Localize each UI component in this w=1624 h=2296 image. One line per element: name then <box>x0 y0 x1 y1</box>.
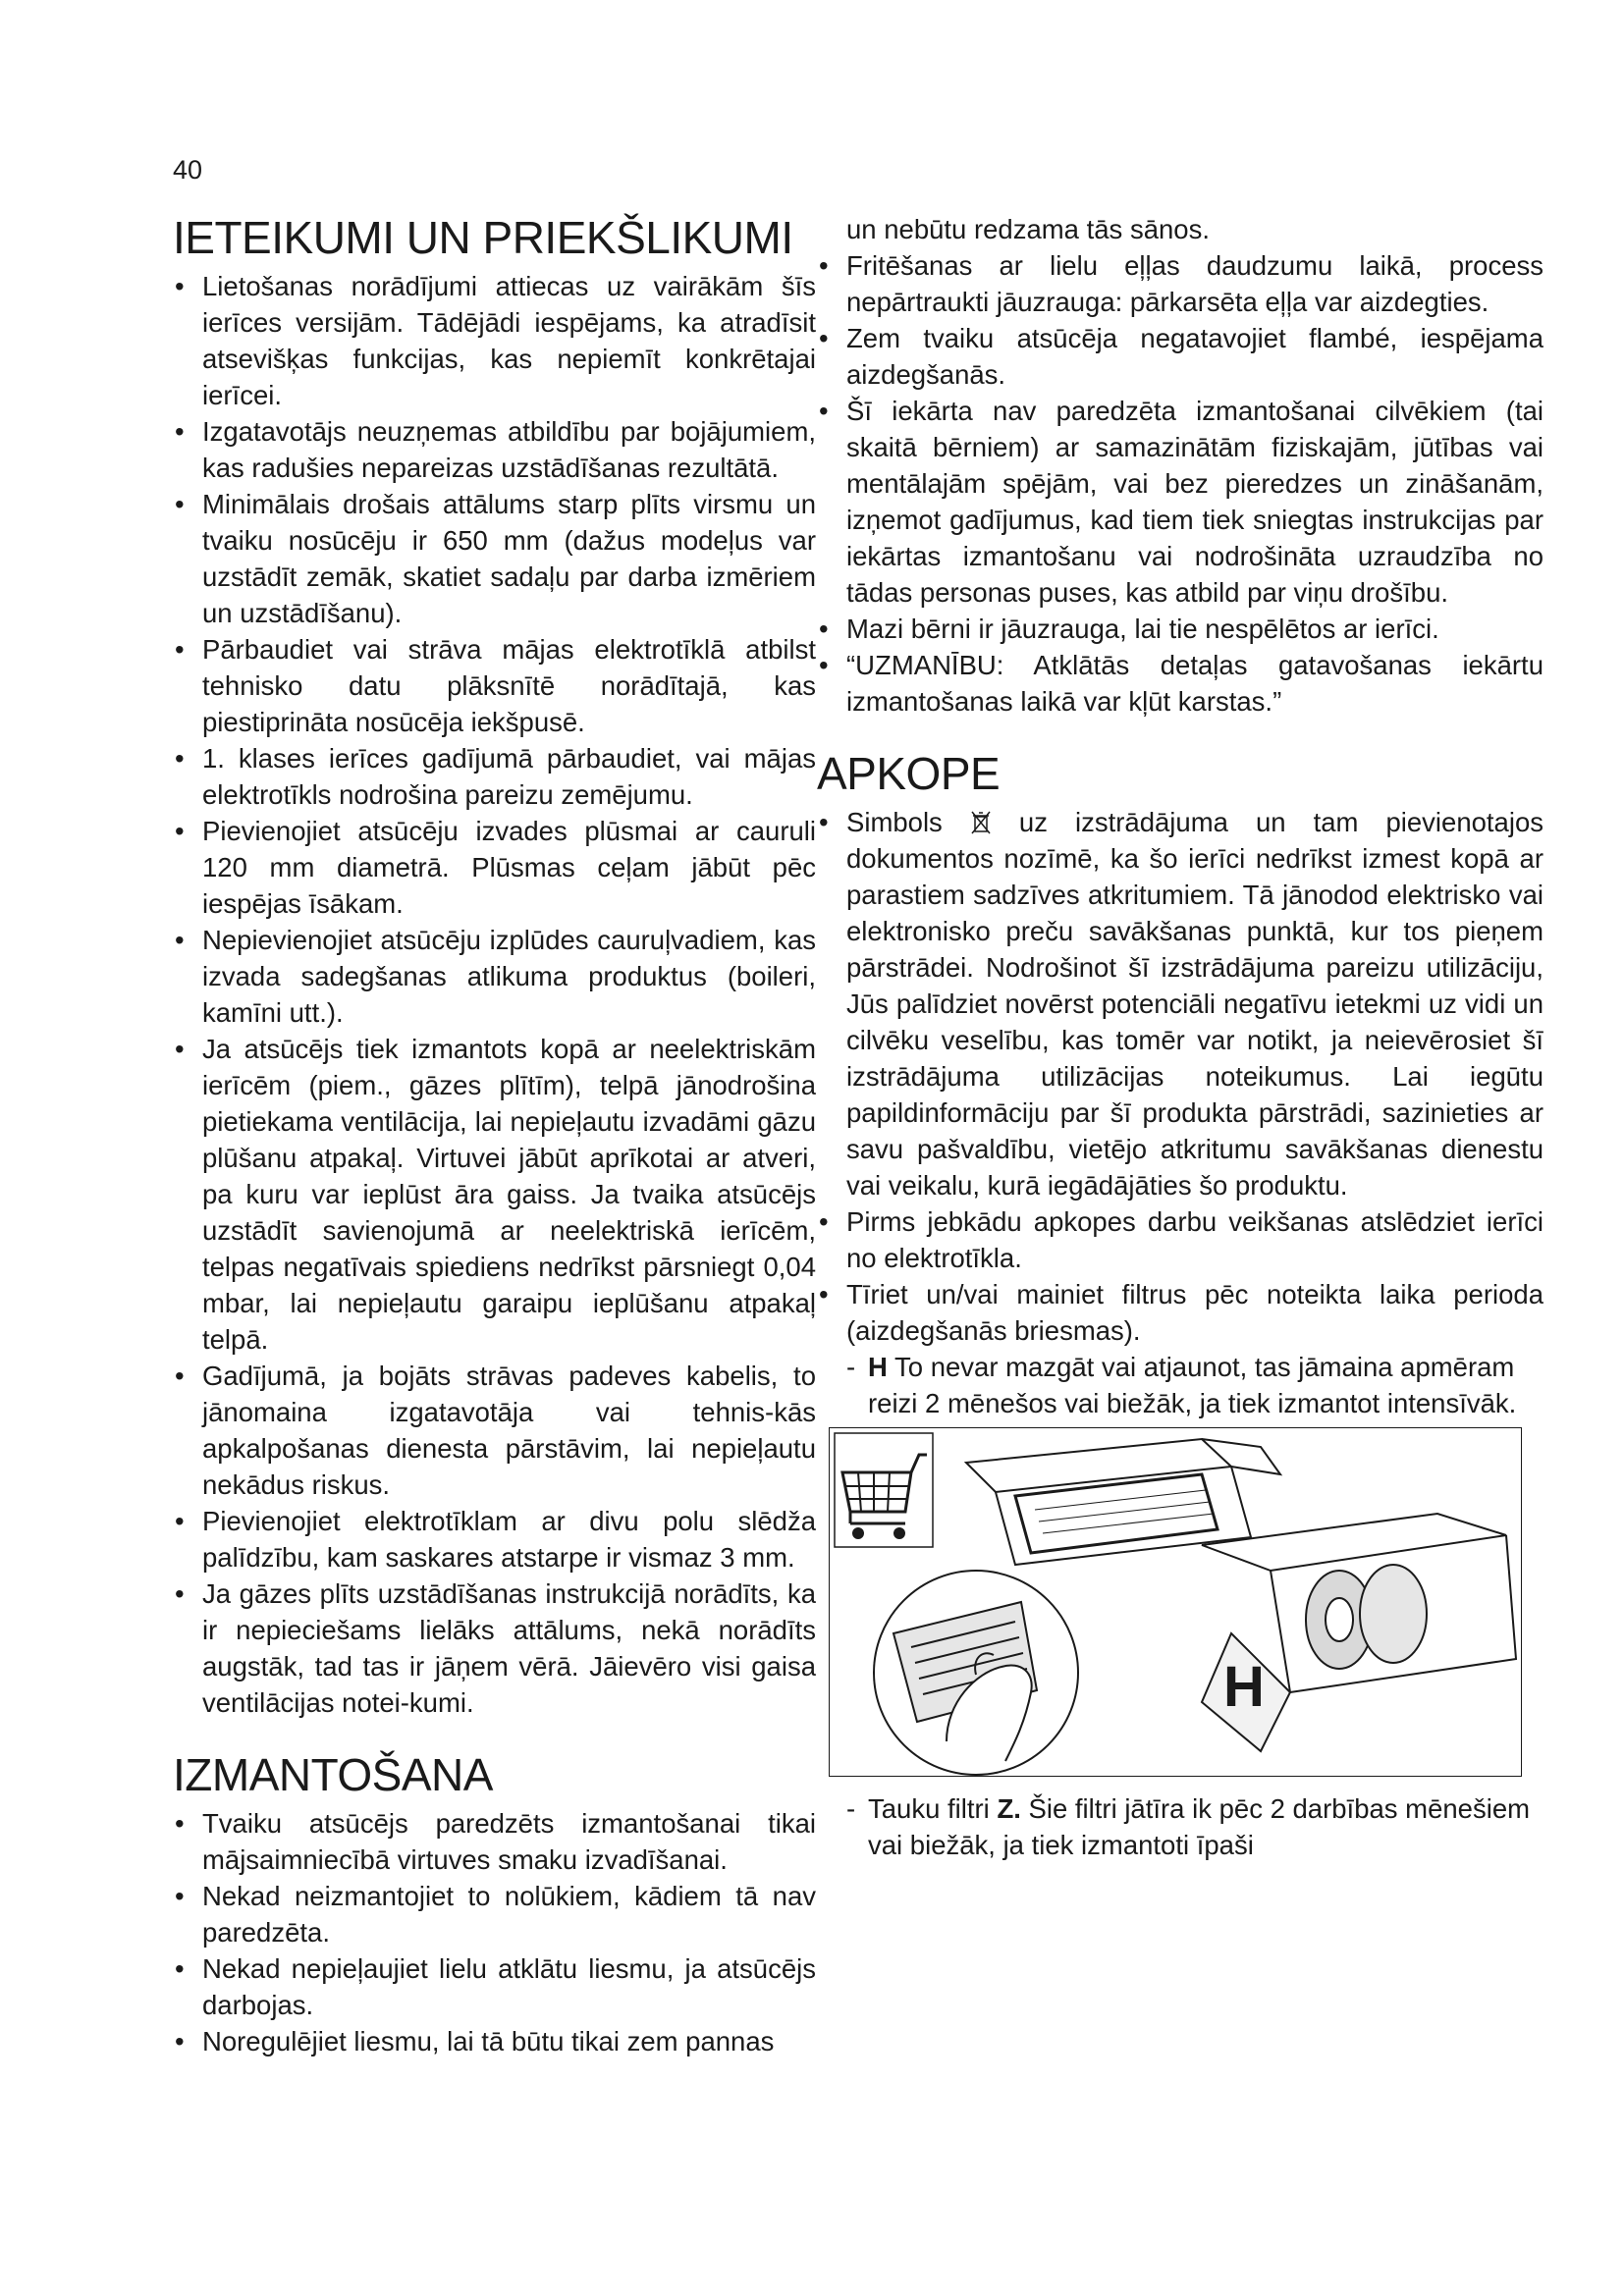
list-item: • Tvaiku atsūcējs paredzēts izmantošanai tikai mājsaimniecībā virtuves smaku izvadīšanai. <box>173 1805 816 1878</box>
list-item: • Pirms jebkādu apkopes darbu veikšanas atslēdziet ierīci no elektrotīkla. <box>817 1203 1543 1276</box>
list-item: • Gadījumā, ja bojāts strāvas padeves kabelis, to jānomaina izgatavotāja vai tehnis-kās apkalpošanas dienesta pārstāvim, lai nepieļautu nekādus riskus. <box>173 1358 816 1503</box>
list-item: • Noregulējiet liesmu, lai tā būtu tikai zem pannas <box>173 2023 816 2059</box>
list-item: • Mazi bērni ir jāuzrauga, lai tie nespēlētos ar ierīci. <box>817 611 1543 647</box>
filter-illustration <box>829 1427 1522 1777</box>
cooker-hood-figure <box>829 1427 1522 1777</box>
list-item: • Nekad neizmantojiet to nolūkiem, kādiem tā nav paredzēta. <box>173 1878 816 1950</box>
list-item: • Zem tvaiku atsūcēja negatavojiet flambé, iespējama aizdegšanās. <box>817 320 1543 393</box>
filter-z-text: Šie filtri jātīra ik pēc 2 darbības mēnešiem vai biežāk, ja tiek izmantoti īpaši <box>868 1793 1531 1860</box>
list-item: • Pievienojiet atsūcēju izvades plūsmai ar cauruli 120 mm diametrā. Plūsmas ceļam jābūt pēc iespējas īsākam. <box>173 813 816 922</box>
page-number: 40 <box>173 155 203 185</box>
maintenance-list <box>817 804 1543 1349</box>
list-item-symbol <box>817 804 1543 1203</box>
list-item: • Minimālais drošais attālums starp plīts virsmu un tvaiku nosūcēju ir 650 mm (dažus modeļus var uzstādīt zemāk, skatiet sadaļu par darba izmēriem un uzstādīšanu). <box>173 486 816 631</box>
list-item: • Tīriet un/vai mainiet filtrus pēc noteikta laika perioda (aizdegšanās briesmas). <box>817 1276 1543 1349</box>
left-column <box>173 211 816 2059</box>
filter-z-item: - Tauku filtri Z. Šie filtri jātīra ik pēc 2 darbības mēnešiem vai biežāk, ja tiek izmantoti īpaši <box>846 1793 1531 1860</box>
hand-illustration <box>874 1571 1078 1775</box>
filter-h-letter: H <box>868 1352 888 1382</box>
section-title-recommendations: IETEIKUMI UN PRIEKŠLIKUMI <box>173 212 793 263</box>
continued-text: un nebūtu redzama tās sānos. <box>846 214 1210 244</box>
crossed-bin-icon <box>970 810 992 835</box>
list-item: • Šī iekārta nav paredzēta izmantošanai cilvēkiem (tai skaitā bērniem) ar samazinātām fiziskajām, jūtības vai mentālajām spējām, vai bez pieredzes un zināšanām, izņemot gadījumus, kad tiem tiek sniegtas instrukcijas par iekārtas izmantošanu vai nodrošināta uzraudzība no tādas personas puses, kas atbild par viņu drošību. <box>817 393 1543 611</box>
list-item: • Pārbaudiet vai strāva mājas elektrotīklā atbilst tehnisko datu plāksnītē norādītajā, kas piestiprināta nosūcēja iekšpusē. <box>173 631 816 740</box>
filter-z-letter: Z. <box>997 1793 1021 1824</box>
recommendations-list <box>173 268 816 1721</box>
filter-h-item: - H To nevar mazgāt vai atjaunot, tas jāmaina apmēram reizi 2 mēnešos vai biežāk, ja tiek izmantot intensīvāk. <box>846 1352 1517 1418</box>
section-title-maintenance: APKOPE <box>817 748 1001 799</box>
safety-list <box>817 247 1543 720</box>
usage-list <box>173 1805 816 2059</box>
right-column <box>817 211 1543 1863</box>
hood-upper-drawing <box>966 1439 1280 1565</box>
list-item: • 1. klases ierīces gadījumā pārbaudiet, vai mājas elektrotīkls nodrošina pareizu zemējumu. <box>173 740 816 813</box>
list-item: • Pievienojiet elektrotīklam ar divu polu slēdža palīdzību, kam saskares atstarpe ir vismaz 3 mm. <box>173 1503 816 1575</box>
list-item: • Nekad nepieļaujiet lielu atklātu liesmu, ja atsūcējs darbojas. <box>173 1950 816 2023</box>
symbol-rest: uz izstrādājuma un tam pievienotajos dokumentos nozīmē, ka šo ierīci nedrīkst izmest kopā ar parastiem sadzīves atkritumiem. Tā jānodod elektrisko vai elektronisko preču savākšanas punktā, kur tos pieņem pārstrādei. Nodrošinot šī izstrādājuma pareizu utilizāciju, Jūs palīdziet novērst potenciāli negatīvu ietekmi uz vidi un cilvēku veselību, kas tomēr var notikt, ja neievērosiet šī izstrādājuma utilizācijas noteikumus. Lai iegūtu papildinformāciju par šī produkta pārstrādi, sazinieties ar savu pašvaldību, vietējo atkritumu savākšanas dienestu vai veikalu, kurā iegādājāties šo produktu. <box>846 807 1543 1201</box>
filter-z-lead: Tauku filtri <box>868 1793 990 1824</box>
section-title-usage: IZMANTOŠANA <box>173 1749 493 1800</box>
list-item: • Ja atsūcējs tiek izmantots kopā ar neelektriskām ierīcēm (piem., gāzes plītīm), telpā jānodrošina pietiekama ventilācija, lai nepieļautu izvadāmi gāzu plūšanu atpakaļ. Virtuvei jābūt aprīkotai ar atveri, pa kuru var ieplūst āra gaiss. Ja tvaika atsūcējs uzstādīt savienojumā ar neelektriskā ierīcēm, telpas negatīvais spiediens nedrīkst pārsniegt 0,04 mbar, lai nepieļautu garaipu ieplūšanu atpakaļ telpā. <box>173 1031 816 1358</box>
figure-label: H <box>1223 1655 1265 1719</box>
list-item: • Fritēšanas ar lielu eļļas daudzumu laikā, process nepārtraukti jāuzrauga: pārkarsēta eļļa var aizdegties. <box>817 247 1543 320</box>
shopping-cart-icon <box>835 1433 933 1547</box>
filter-h-text: To nevar mazgāt vai atjaunot, tas jāmaina apmēram reizi 2 mēnešos vai biežāk, ja tiek izmantot intensīvāk. <box>868 1352 1517 1418</box>
list-item: • Lietošanas norādījumi attiecas uz vairākām šīs ierīces versijām. Tādējādi iespējams, ka atradīsit atsevišķas funkcijas, kas nepiemīt konkrētajai ierīcei. <box>173 268 816 413</box>
symbol-lead: Simbols <box>846 807 943 837</box>
list-item: • Nepievienojiet atsūcēju izplūdes cauruļvadiem, kas izvada sadegšanas atlikuma produktus (boileri, kamīni utt.). <box>173 922 816 1031</box>
list-item: • “UZMANĪBU: Atklātās detaļas gatavošanas iekārtu izmantošanas laikā var kļūt karstas.” <box>817 647 1543 720</box>
list-item: • Izgatavotājs neuzņemas atbildību par bojājumiem, kas radušies nepareizas uzstādīšanas rezultātā. <box>173 413 816 486</box>
list-item: • Ja gāzes plīts uzstādīšanas instrukcijā norādīts, ka ir nepieciešams lielāks attālums, nekā norādīts augstāk, tad tas ir jāņem vērā. Jāievēro visi gaisa ventilācijas notei-kumi. <box>173 1575 816 1721</box>
